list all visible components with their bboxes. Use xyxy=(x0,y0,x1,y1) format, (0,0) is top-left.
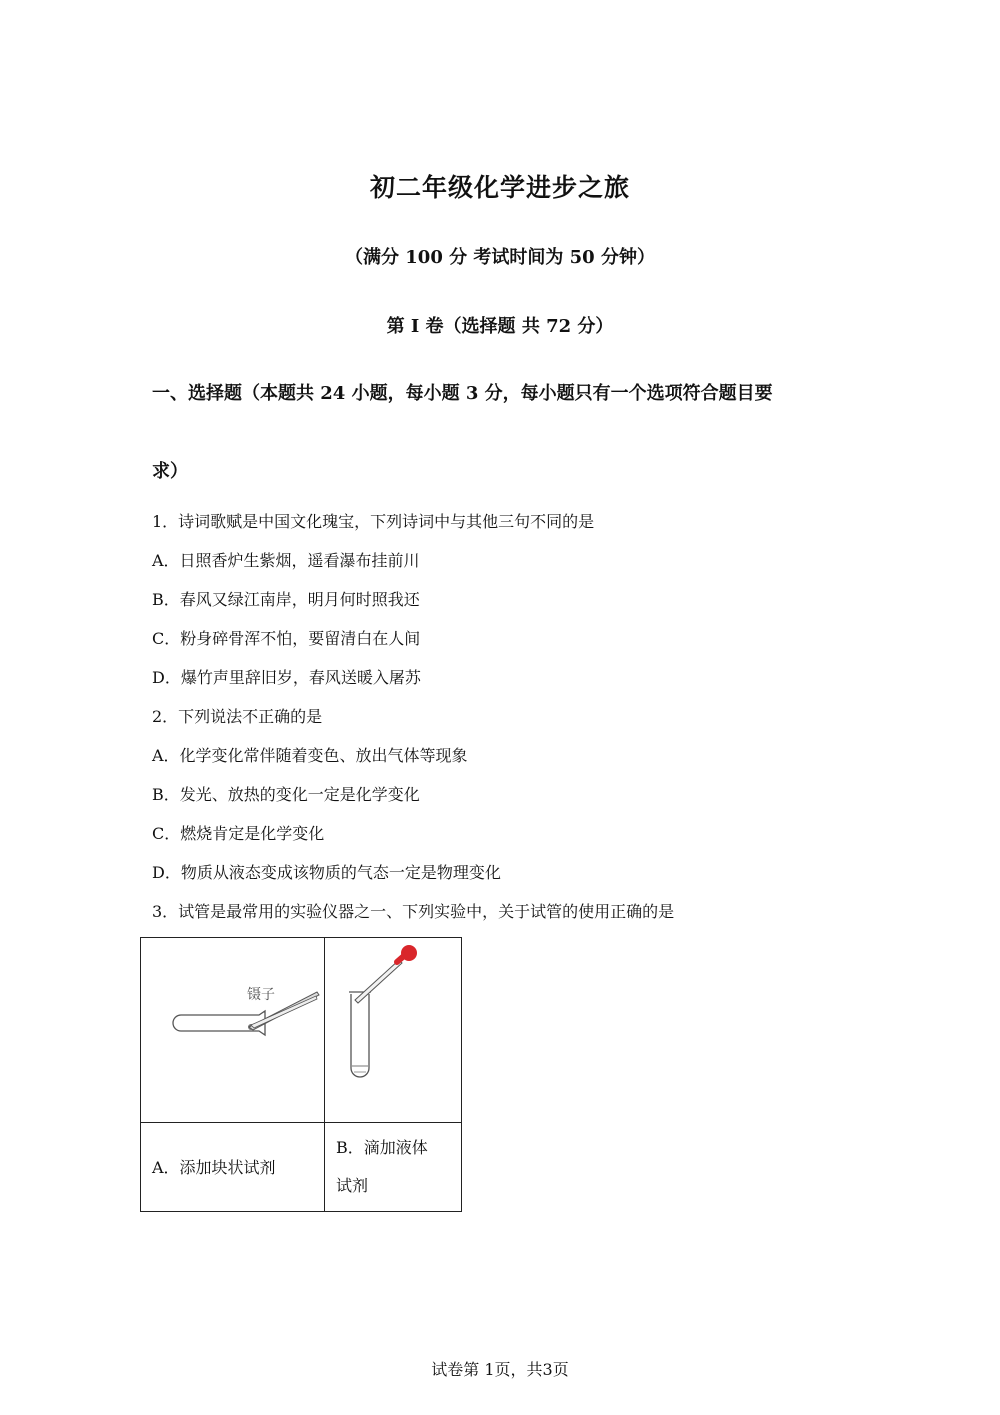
exam-subtitle: （满分 100 分 考试时间为 50 分钟） xyxy=(345,247,655,268)
dropper-test-tube-illustration xyxy=(325,938,461,1118)
question-1-option-c: C．粉身碎骨浑不怕，要留清白在人间 xyxy=(152,629,421,648)
question-2-option-d: D．物质从液态变成该物质的气态一定是物理变化 xyxy=(152,863,501,882)
horizontal-test-tube xyxy=(173,1011,265,1035)
question-1-option-b: B．春风又绿江南岸，明月何时照我还 xyxy=(152,590,420,609)
question-2-stem: 2．下列说法不正确的是 xyxy=(152,707,323,726)
vertical-test-tube xyxy=(351,994,369,1077)
option-b-caption-cell xyxy=(325,1123,462,1212)
test-tube-tweezer-illustration xyxy=(141,938,324,1118)
figure-cell-b xyxy=(325,938,462,1123)
question-2-option-c: C．燃烧肯定是化学变化 xyxy=(152,824,325,843)
exam-title: 初二年级化学进步之旅 xyxy=(369,173,630,202)
question-2-option-b: B．发光、放热的变化一定是化学变化 xyxy=(152,785,420,804)
option-a-caption-cell xyxy=(141,1123,325,1212)
option-b-caption-line1: B．滴加液体 xyxy=(336,1138,428,1157)
question-1-stem: 1．诗词歌赋是中国文化瑰宝，下列诗词中与其他三句不同的是 xyxy=(152,512,595,531)
section-heading-line1: 一、选择题（本题共 24 小题，每小题 3 分，每小题只有一个选项符合题目要 xyxy=(152,383,773,404)
question-1-option-d: D．爆竹声里辞旧岁，春风送暖入屠苏 xyxy=(152,668,421,687)
figure-cell-a xyxy=(141,938,325,1123)
question-3-stem: 3．试管是最常用的实验仪器之一、下列实验中，关于试管的使用正确的是 xyxy=(152,902,675,921)
volume-heading: 第 I 卷（选择题 共 72 分） xyxy=(386,316,614,337)
dropper-glass xyxy=(355,960,402,1003)
section-heading-line2: 求） xyxy=(152,461,188,482)
dropper-bulb-neck xyxy=(397,955,405,962)
option-b-caption-line2: 试剂 xyxy=(336,1176,369,1195)
option-a-caption: A．添加块状试剂 xyxy=(152,1158,276,1177)
question-2-option-a: A．化学变化常伴随着变色、放出气体等现象 xyxy=(152,746,468,765)
page-footer: 试卷第 1页，共3页 xyxy=(431,1360,569,1379)
question-1-option-a: A．日照香炉生紫烟，遥看瀑布挂前川 xyxy=(152,551,420,570)
tweezer-label: 镊子 xyxy=(247,987,275,1003)
question-3-figure-table xyxy=(140,937,462,1212)
